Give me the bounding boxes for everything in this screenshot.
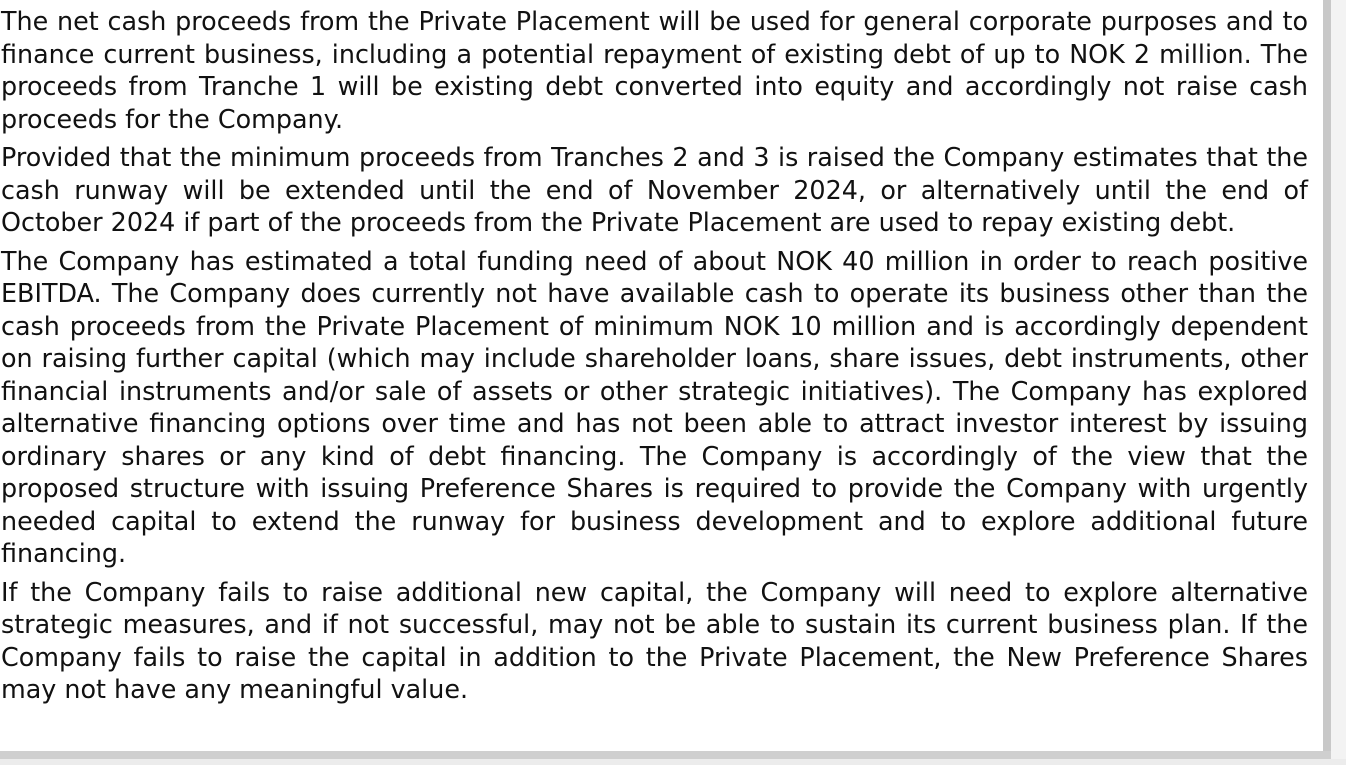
paragraph-use-of-proceeds: The net cash proceeds from the Private Placement will be used for general corporate purposes and to finance current business, including a potential repayment of existing debt of up to NOK 2 million. The proceeds from Tranche 1 will be existing debt converted into equity and accordingly not raise cash proceeds for the Company. [1, 6, 1308, 134]
horizontal-scrollbar-track[interactable] [0, 759, 1346, 765]
paragraph-cash-runway: Provided that the minimum proceeds from Tranches 2 and 3 is raised the Company estimates that the cash runway will be extended until the end of November 2024, or alternatively until the end of October 2024 if part of the proceeds from the Private Placement are used to repay existing debt. [1, 142, 1308, 237]
document-body [1, 5, 1308, 712]
vertical-scrollbar[interactable] [1323, 0, 1331, 765]
paragraph-funding-need: The Company has estimated a total funding need of about NOK 40 million in order to reach positive EBITDA. The Company does currently not have available cash to operate its business other than the cash proceeds from the Private Placement of minimum NOK 10 million and is accordingly dependent on raising further capital (which may include shareholder loans, share issues, debt instruments, other financial instruments and/or sale of assets or other strategic initiatives). The Company has explored alternative financing options over time and has not been able to attract investor interest by issuing ordinary shares or any kind of debt financing. The Company is accordingly of the view that the proposed structure with issuing Preference Shares is required to provide the Company with urgently needed capital to extend the runway for business development and to explore additional future financing. [1, 245, 1308, 568]
vertical-scrollbar-track[interactable] [1331, 0, 1346, 765]
horizontal-scrollbar[interactable] [0, 751, 1331, 759]
paragraph-risk-statement: If the Company fails to raise additional new capital, the Company will need to explore alternative strategic measures, and if not successful, may not be able to sustain its current business plan. If the Company fails to raise the capital in addition to the Private Placement, the New Preference Shares may not have any meaningful value. [1, 576, 1308, 704]
